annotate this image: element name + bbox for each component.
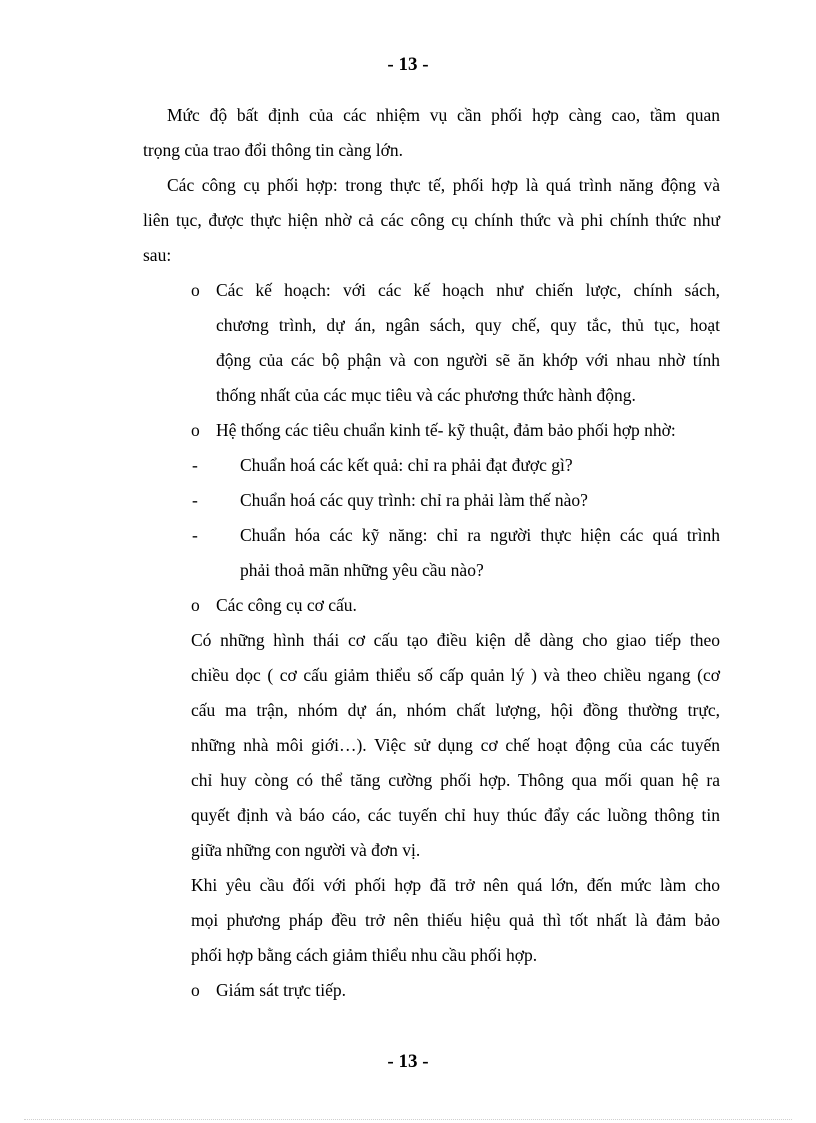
text-line: phối hợp bằng cách giảm thiểu nhu cầu phối hợp. <box>191 945 538 965</box>
bullet-direct-supervision <box>0 977 816 1012</box>
bullet-plans-line-2 <box>0 312 816 347</box>
text-line: chỉ huy còng có thể tăng cường phối hợp. Thông qua mối quan hệ ra <box>191 770 720 790</box>
bullet-plans-line-3 <box>0 347 816 382</box>
text-line: Giám sát trực tiếp. <box>216 980 347 1000</box>
text-line: động của các bộ phận và con người sẽ ăn khớp với nhau nhờ tính <box>216 350 720 370</box>
page-number-header: - 13 - <box>387 54 429 75</box>
page-number-footer: - 13 - <box>387 1051 429 1072</box>
text-line: trọng của trao đổi thông tin càng lớn. <box>143 140 404 160</box>
paragraph-1-line-2 <box>0 137 816 172</box>
bullet-structure-tools <box>0 592 816 627</box>
text-line: Chuẩn hoá các kết quả: chỉ ra phải đạt được gì? <box>240 455 573 475</box>
text-line: Chuẩn hóa các kỹ năng: chỉ ra người thực hiện các quá trình <box>240 525 720 545</box>
dash-bullet-icon: - <box>192 490 198 510</box>
dash-bullet-icon: - <box>192 455 198 475</box>
text-line: Có những hình thái cơ cấu tạo điều kiện dễ dàng cho giao tiếp theo <box>191 630 720 650</box>
text-line: những nhà môi giới…). Việc sử dụng cơ chế hoạt động của các tuyến <box>191 735 720 755</box>
text-line: giữa những con người và đơn vị. <box>191 840 421 860</box>
paragraph-2-line-1 <box>0 172 816 207</box>
text-line: thống nhất của các mục tiêu và các phương thức hành động. <box>216 385 636 405</box>
text-line: liên tục, được thực hiện nhờ cả các công cụ chính thức và phi chính thức như <box>143 210 720 230</box>
bullet-circle-icon: o <box>191 420 200 440</box>
text-line: Chuẩn hoá các quy trình: chỉ ra phải làm thế nào? <box>240 490 588 510</box>
paragraph-2-line-2 <box>0 207 816 242</box>
bullet-standards <box>0 417 816 452</box>
paragraph-2-line-3 <box>0 242 816 277</box>
bullet-circle-icon: o <box>191 595 200 615</box>
text-line: Khi yêu cầu đối với phối hợp đã trở nên quá lớn, đến mức làm cho <box>191 875 720 895</box>
dash-item-results <box>0 452 816 487</box>
structure-paragraph-line-3 <box>0 697 816 732</box>
closing-paragraph-line-3 <box>0 942 816 977</box>
paragraph-1-line-1 <box>0 102 816 137</box>
structure-paragraph-line-7 <box>0 837 816 872</box>
text-line: quyết định và báo cáo, các tuyến chỉ huy thúc đẩy các luồng thông tin <box>191 805 720 825</box>
bullet-plans-line-4 <box>0 382 816 417</box>
text-line: Các công cụ cơ cấu. <box>216 595 357 615</box>
text-line: Hệ thống các tiêu chuẩn kinh tế- kỹ thuật, đảm bảo phối hợp nhờ: <box>216 420 676 440</box>
bullet-plans <box>0 277 816 312</box>
text-line: chiều dọc ( cơ cấu giảm thiểu số cấp quản lý ) và theo chiều ngang (cơ <box>191 665 720 685</box>
dash-item-skills <box>0 522 816 557</box>
dash-bullet-icon: - <box>192 525 198 545</box>
document-body <box>0 102 816 1012</box>
text-line: phải thoả mãn những yêu cầu nào? <box>240 560 484 580</box>
bullet-circle-icon: o <box>191 980 200 1000</box>
structure-paragraph-line-6 <box>0 802 816 837</box>
closing-paragraph-line-1 <box>0 872 816 907</box>
dash-item-skills-line-2 <box>0 557 816 592</box>
structure-paragraph-line-1 <box>0 627 816 662</box>
structure-paragraph-line-5 <box>0 767 816 802</box>
dash-item-processes <box>0 487 816 522</box>
structure-paragraph-line-4 <box>0 732 816 767</box>
page-edge-divider <box>24 1119 792 1120</box>
text-line: sau: <box>143 245 172 265</box>
text-line: Mức độ bất định của các nhiệm vụ cần phối hợp càng cao, tầm quan <box>167 105 720 125</box>
text-line: chương trình, dự án, ngân sách, quy chế, quy tắc, thủ tục, hoạt <box>216 315 720 335</box>
text-line: Các công cụ phối hợp: trong thực tế, phối hợp là quá trình năng động và <box>167 175 720 195</box>
structure-paragraph-line-2 <box>0 662 816 697</box>
text-line: cấu ma trận, nhóm dự án, nhóm chất lượng, hội đồng thường trực, <box>191 700 720 720</box>
text-line: Các kế hoạch: với các kế hoạch như chiến lược, chính sách, <box>216 280 720 300</box>
text-line: mọi phương pháp đều trở nên thiếu hiệu quả thì tốt nhất là đảm bảo <box>191 910 720 930</box>
closing-paragraph-line-2 <box>0 907 816 942</box>
bullet-circle-icon: o <box>191 280 200 300</box>
